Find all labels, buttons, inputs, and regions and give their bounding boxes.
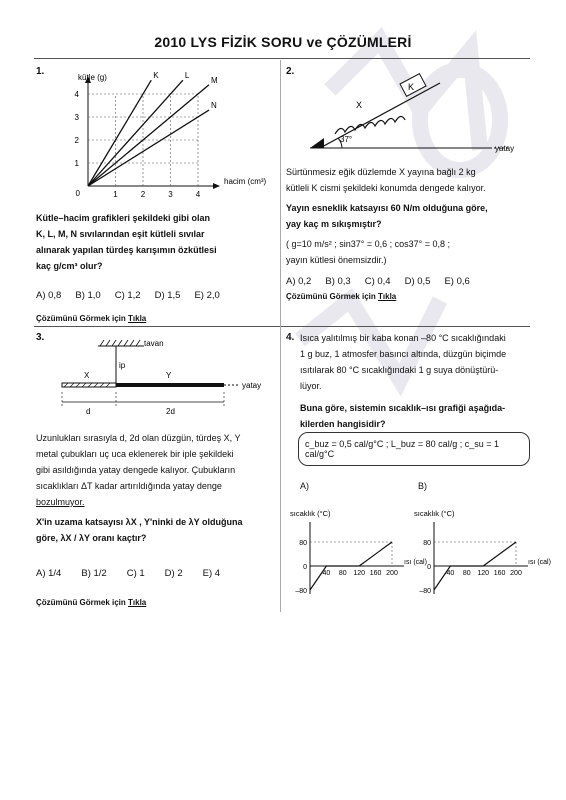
q4-graph-a-y-tick-label: 80 <box>299 540 307 547</box>
q1-option-b[interactable]: B) 1,0 <box>75 290 101 301</box>
q2-option-a[interactable]: A) 0,2 <box>286 276 312 287</box>
q1-x-arrow <box>213 183 220 189</box>
q4-text <box>300 330 532 432</box>
q2-text-line-1: Sürtünmesiz eğik düzlemde X yayına bağlı 2 kg <box>286 167 476 177</box>
q1-line-label-n: N <box>211 101 217 111</box>
q4-graph-a <box>286 500 427 600</box>
q1-option-e[interactable]: E) 2,0 <box>194 290 220 301</box>
q2-given-line-1: ( g=10 m/s² ; sin37° = 0,6 ; cos37° = 0,8 ; <box>286 239 451 249</box>
q2-spring <box>335 116 405 134</box>
q4-graph-a-x-tick-label: 160 <box>369 570 382 577</box>
q2-solution-link-prefix: Çözümünü Görmek için <box>286 292 379 301</box>
q1-option-d[interactable]: D) 1,5 <box>154 290 181 301</box>
q4-text-line-2: 1 g buz, 1 atmosfer basıncı altında, düzgün biçimde <box>300 349 507 359</box>
q4-graph-b-x-axis-label: ısı (cal) <box>528 559 551 566</box>
q4-text-line-4: lüyor. <box>300 381 322 391</box>
q4-text-line-1: Isıca yalıtılmış bir kaba konan –80 °C sıcaklığındaki <box>300 333 506 343</box>
q3-label-d: d <box>86 407 91 416</box>
q3-label-tavan: tavan <box>144 339 164 348</box>
q4-formula-box: c_buz = 0,5 cal/g°C ; L_buz = 80 cal/g ; c_su = 1 cal/g°C <box>298 432 530 466</box>
question-2-number: 2. <box>286 66 295 77</box>
q1-origin-label: 0 <box>75 189 80 198</box>
q1-solution-link-row <box>36 314 146 323</box>
question-4-number: 4. <box>286 332 295 343</box>
q3-label-y: Y <box>166 371 172 380</box>
q2-option-b[interactable]: B) 0,3 <box>325 276 351 287</box>
q4-graph-b <box>410 500 551 600</box>
q1-x-tick-label: 2 <box>140 190 146 199</box>
q2-option-e[interactable]: E) 0,6 <box>444 276 470 287</box>
q2-label-k: K <box>408 82 415 92</box>
q3-text-line-3: gibi asıldığında yatay dengede kalıyor. Çubukların <box>36 465 236 475</box>
q2-options <box>286 276 470 287</box>
q4-option-b[interactable]: B) <box>418 481 427 491</box>
q2-given-line-2: yayın kütlesi önemsizdir.) <box>286 255 387 265</box>
q3-bold-line-1: X'in uzama katsayısı λX , Y'ninki de λY olduğuna <box>36 517 243 527</box>
q2-bold-line-1: Yayın esneklik katsayısı 60 N/m olduğuna göre, <box>286 203 488 213</box>
q1-text-line-3: alınarak yapılan türdeş karışımın özkütlesi <box>36 245 217 255</box>
q1-line-k <box>88 80 151 186</box>
q3-ceiling-hatch <box>100 340 140 346</box>
q1-line-label-l: L <box>184 71 190 81</box>
q4-graph-b-y-tick-label: 80 <box>423 540 431 547</box>
q1-text <box>36 210 276 274</box>
q1-x-axis-label: hacim (cm³) <box>224 177 267 186</box>
q1-text-line-4: kaç g/cm³ olur? <box>36 261 103 271</box>
q4-graph-a-x-tick-label: 80 <box>338 570 347 577</box>
page-title: 2010 LYS FİZİK SORU ve ÇÖZÜMLERİ <box>154 34 412 50</box>
q4-option-a[interactable]: A) <box>300 481 309 491</box>
q3-bold-line-2: göre, λX / λY oranı kaçtır? <box>36 533 147 543</box>
q3-option-b[interactable]: B) 1/2 <box>81 568 107 579</box>
q4-graph-b-x-tick-label: 160 <box>493 570 506 577</box>
q1-x-tick-label: 4 <box>195 190 201 199</box>
q4-graph-b-x-tick-label: 120 <box>477 570 490 577</box>
row-divider <box>34 326 530 327</box>
q3-options <box>36 568 220 579</box>
q2-solution-link-row <box>286 292 396 301</box>
q2-text <box>286 164 532 268</box>
q1-line-m <box>88 85 209 186</box>
q4-graph-b-y-tick-label: 0 <box>427 564 431 571</box>
q1-text-line-2: K, L, M, N sıvılarından eşit kütleli sıvılar <box>36 229 205 239</box>
q3-text-line-4: sıcaklıkları ΔT kadar artırıldığında yatay denge <box>36 481 222 491</box>
q2-incline-figure <box>290 68 530 158</box>
q2-label-angle: 37° <box>340 135 353 144</box>
q3-option-a[interactable]: A) 1/4 <box>36 568 62 579</box>
q4-graph-b-x-tick-label: 200 <box>510 570 522 577</box>
q1-text-line-1: Kütle–hacim grafikleri şekildeki gibi olan <box>36 213 211 223</box>
q1-y-axis-label: kütle (g) <box>78 73 107 82</box>
q1-y-tick-label: 2 <box>74 136 79 145</box>
q1-y-tick-label: 4 <box>74 90 79 99</box>
q1-mass-volume-chart <box>48 72 278 202</box>
q1-y-tick-label: 3 <box>74 113 79 122</box>
q1-line-label-k: K <box>153 71 159 81</box>
q3-text-line-2: metal çubukları uç uca eklenerek bir iple şekildeki <box>36 449 234 459</box>
q3-option-e[interactable]: E) 4 <box>202 568 221 579</box>
q4-graph-b-x-tick-label: 80 <box>462 570 471 577</box>
q1-options <box>36 290 220 301</box>
q3-solution-link[interactable]: Tıkla <box>128 598 147 607</box>
q2-label-yatay: yatay <box>495 144 515 153</box>
q1-line-label-m: M <box>211 75 218 85</box>
q3-rod-figure <box>36 334 276 420</box>
q4-graph-b-x-tick-label: 40 <box>446 570 455 577</box>
question-1-number: 1. <box>36 66 45 77</box>
column-divider <box>280 60 281 612</box>
q2-label-x: X <box>356 100 363 110</box>
q4-graph-a-y-axis-label: sıcaklık (°C) <box>290 509 331 518</box>
q4-graph-b-y-tick-label: –80 <box>419 588 431 595</box>
q4-graph-a-x-tick-label: 40 <box>322 570 331 577</box>
q4-graph-a-x-axis-label: ısı (cal) <box>404 559 427 566</box>
q1-solution-link-prefix: Çözümünü Görmek için <box>36 314 129 323</box>
q3-option-c[interactable]: C) 1 <box>126 568 145 579</box>
q3-label-ip: ip <box>119 361 126 370</box>
q2-option-c[interactable]: C) 0,4 <box>364 276 391 287</box>
q4-bold-line-1: Buna göre, sistemin sıcaklık–ısı grafiği aşağıda- <box>300 403 506 413</box>
q4-bold-line-2: kilerden hangisidir? <box>300 419 386 429</box>
q2-solution-link[interactable]: Tıkla <box>378 292 397 301</box>
q1-solution-link[interactable]: Tıkla <box>128 314 147 323</box>
q4-text-line-3: ısıtılarak 80 °C sıcaklığındaki 1 g suya dönüştürü- <box>300 365 499 375</box>
q4-graph-b-y-axis-label: sıcaklık (°C) <box>414 509 455 518</box>
q2-bold-line-2: yay kaç m sıkışmıştır? <box>286 219 382 229</box>
q3-label-x: X <box>84 371 90 380</box>
title-divider <box>34 58 530 59</box>
q1-line-n <box>88 110 209 186</box>
q1-line-l <box>88 80 183 186</box>
q3-solution-link-prefix: Çözümünü Görmek için <box>36 598 129 607</box>
q4-graph-a-y-tick-label: –80 <box>295 588 307 595</box>
q3-solution-link-row <box>36 598 146 607</box>
q4-graph-a-x-tick-label: 200 <box>386 570 398 577</box>
q1-x-tick-label: 1 <box>113 190 118 199</box>
q2-option-d[interactable]: D) 0,5 <box>404 276 431 287</box>
q1-option-c[interactable]: C) 1,2 <box>114 290 141 301</box>
q1-option-a[interactable]: A) 0,8 <box>36 290 62 301</box>
q3-label-2d: 2d <box>166 407 175 416</box>
q1-y-tick-label: 1 <box>74 159 79 168</box>
q3-text <box>36 430 276 546</box>
question-3-number: 3. <box>36 332 45 343</box>
q4-graph-a-x-tick-label: 120 <box>353 570 366 577</box>
q1-x-tick-label: 3 <box>168 190 173 199</box>
q3-text-line-1: Uzunlukları sırasıyla d, 2d olan düzgün, türdeş X, Y <box>36 433 241 443</box>
q3-rod-y <box>116 383 224 387</box>
q3-text-line-5: bozulmuyor. <box>36 497 85 507</box>
q3-label-yatay: yatay <box>242 381 262 390</box>
q4-graph-a-y-tick-label: 0 <box>303 564 307 571</box>
q3-option-d[interactable]: D) 2 <box>164 568 183 579</box>
q2-text-line-2: kütleli K cismi şekildeki konumda dengede kalıyor. <box>286 183 486 193</box>
